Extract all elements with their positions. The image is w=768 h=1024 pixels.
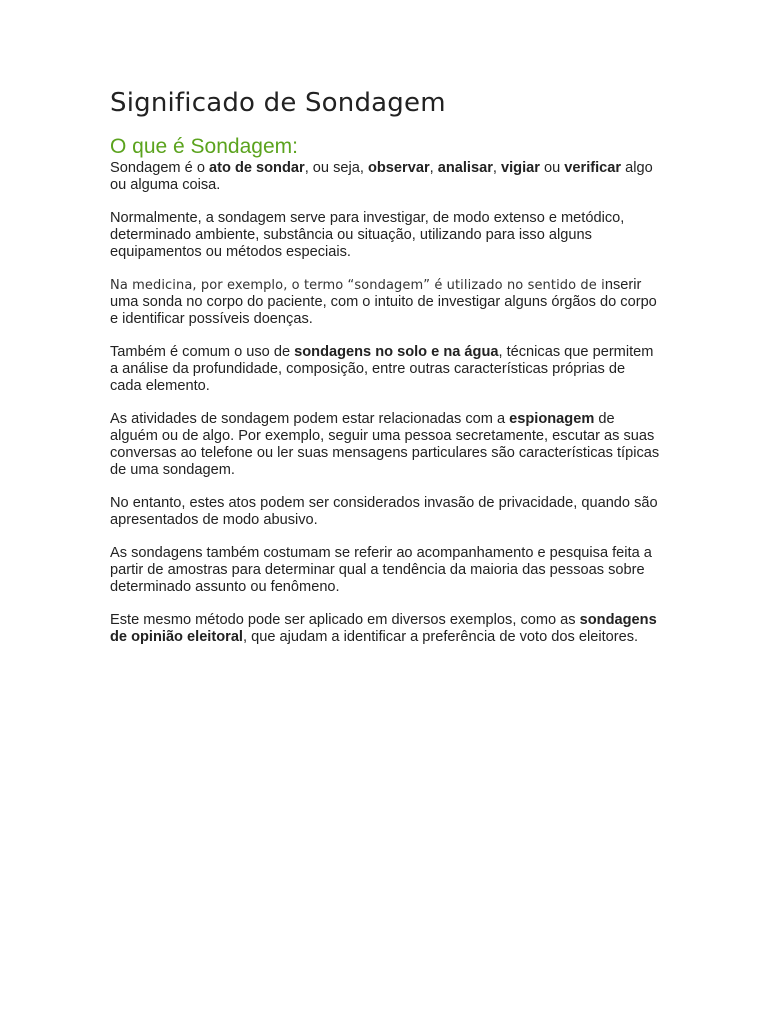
paragraph-usage: Normalmente, a sondagem serve para investigar, de modo extenso e metódico, determinado ambiente, substância ou situação, utilizando para isso alguns equipamentos ou métodos especiais. (110, 210, 625, 260)
document-page (110, 84, 660, 662)
text-run: algo ou alguma coisa. (110, 160, 653, 193)
text-run: , (492, 160, 502, 176)
text-run: ou (539, 160, 565, 176)
bold-term: vigiar (501, 160, 540, 176)
paragraph-medicine (110, 277, 660, 328)
bold-term: observar (367, 160, 430, 176)
paragraph-definition (110, 160, 660, 194)
paragraph-espionage (110, 411, 660, 479)
page-title: Significado de Sondagem (110, 88, 446, 118)
text-run: , ou seja, (304, 160, 368, 176)
text-run: de alguém ou de algo. Por exemplo, seguir uma pessoa secretamente, escutar as suas conversas ao telefone ou ler suas mensagens particulares são características típicas de uma sondagem. (110, 411, 660, 478)
bold-term: ato de sondar (209, 160, 305, 176)
bold-term: sondagens de opinião eleitoral (110, 612, 657, 645)
paragraph-surveys: As sondagens também costumam se referir ao acompanhamento e pesquisa feita a partir de amostras para determinar qual a tendência da maioria das pessoas sobre determinado assunto ou fenômeno. (110, 545, 652, 595)
text-run: Sondagem é o (110, 160, 209, 176)
text-run: Também é comum o uso de (110, 344, 295, 360)
paragraph-soil-water (110, 344, 660, 395)
bold-term: verificar (564, 160, 622, 176)
text-run: As atividades de sondagem podem estar relacionadas com a (110, 411, 510, 427)
text-run: Na medicina, por exemplo, o termo “sondagem” é utilizado no sentido de i (110, 278, 605, 293)
text-run: nserir uma sonda no corpo do paciente, com o intuito de investigar alguns órgãos do corpo e identificar possíveis doenças. (110, 277, 657, 327)
bold-term: espionagem (509, 411, 595, 427)
bold-term: sondagens no solo e na água (294, 344, 499, 360)
paragraph-privacy: No entanto, estes atos podem ser considerados invasão de privacidade, quando são apresentados de modo abusivo. (110, 495, 658, 528)
text-run: Este mesmo método pode ser aplicado em diversos exemplos, como as (110, 612, 580, 628)
bold-term: analisar (437, 160, 493, 176)
section-heading: O que é Sondagem: (110, 135, 298, 158)
text-run: , técnicas que permitem a análise da profundidade, composição, entre outras características próprias de cada elemento. (110, 344, 654, 394)
text-run: , que ajudam a identificar a preferência de voto dos eleitores. (243, 629, 639, 645)
text-run: , (429, 160, 438, 176)
paragraph-elections (110, 612, 660, 646)
